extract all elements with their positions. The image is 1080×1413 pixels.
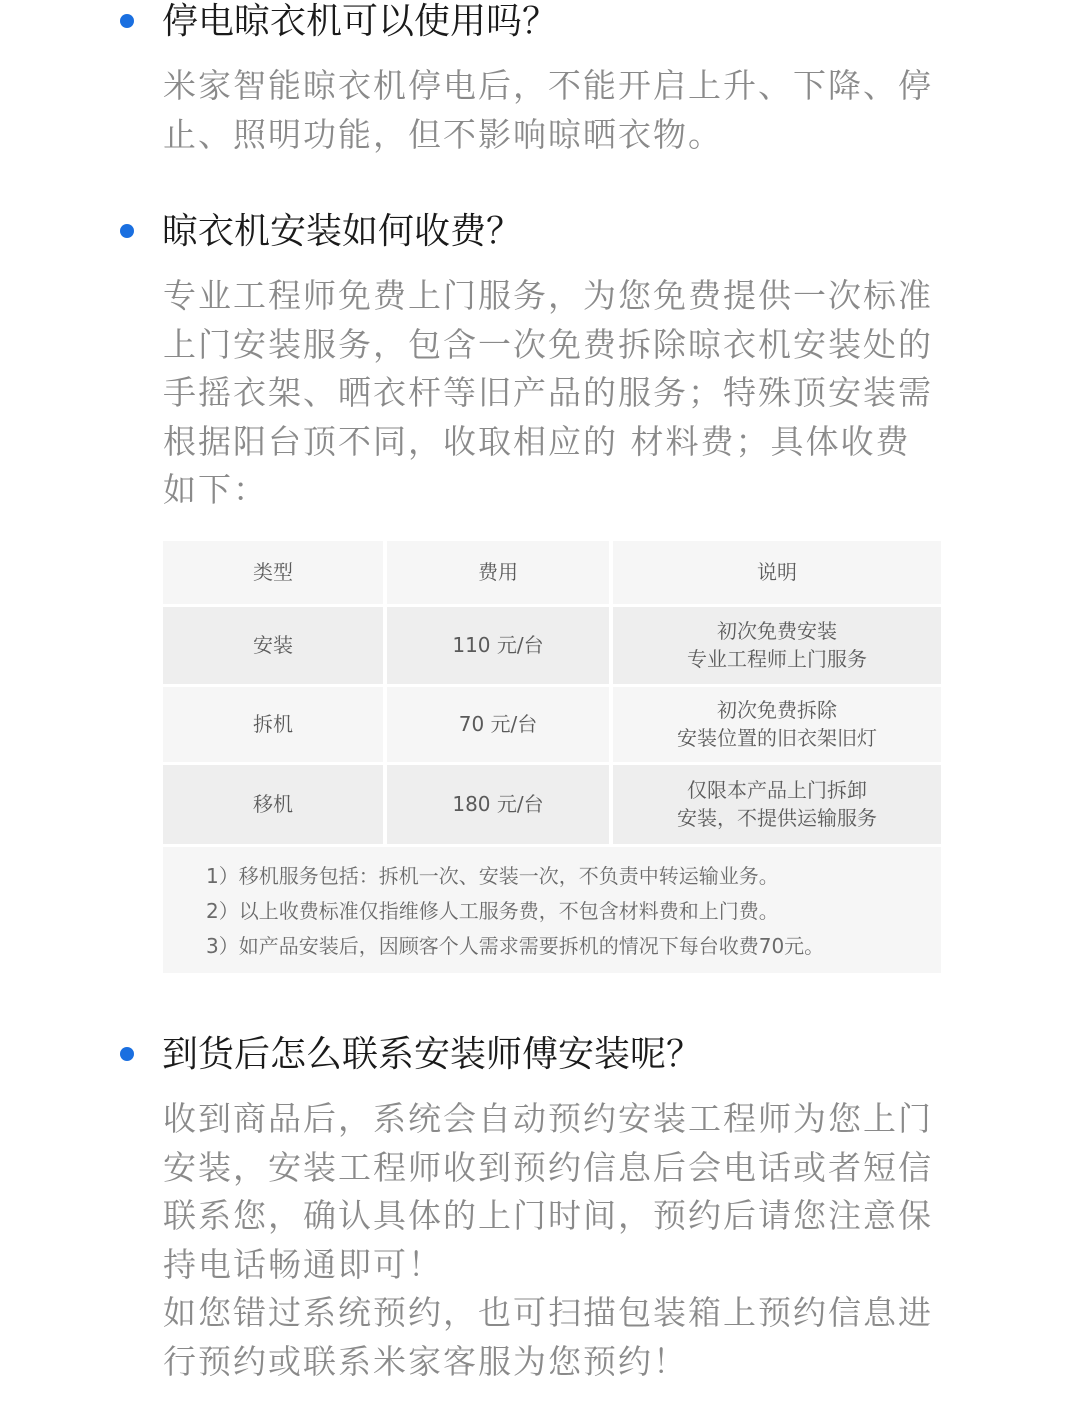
table-cell-type: 移机 bbox=[163, 763, 385, 845]
bullet-dot-icon bbox=[120, 14, 134, 28]
desc-line: 安装位置的旧衣架旧灯 bbox=[677, 726, 877, 750]
table-cell-fee: 110 元/台 bbox=[385, 605, 611, 685]
faq-answer-paragraph: 米家智能晾衣机停电后，不能开启上升、下降、停止、照明功能，但不影响晾晒衣物。 bbox=[163, 66, 933, 154]
faq-question-title: 停电晾衣机可以使用吗？ bbox=[162, 1, 559, 42]
table-cell-type: 拆机 bbox=[163, 685, 385, 763]
table-header-row bbox=[163, 541, 941, 605]
bullet-dot-icon bbox=[120, 1047, 134, 1061]
faq-question-title: 到货后怎么联系安装师傅安装呢？ bbox=[162, 1034, 703, 1075]
fee-note: 3）如产品安装后，因顾客个人需求需要拆机的情况下每台收费70元。 bbox=[206, 934, 825, 958]
desc-line: 安装，不提供运输服务 bbox=[677, 806, 877, 830]
table-cell-desc bbox=[611, 685, 941, 763]
desc-line: 初次免费安装 bbox=[717, 619, 837, 643]
faq-answer-paragraph: 如您错过系统预约，也可扫描包装箱上预约信息进行预约或联系米家客服为您预约！ bbox=[163, 1293, 933, 1381]
fee-table-container bbox=[163, 541, 941, 973]
table-cell-desc bbox=[611, 605, 941, 685]
table-cell-type: 安装 bbox=[163, 605, 385, 685]
fee-note: 2）以上收费标准仅指维修人工服务费，不包含材料费和上门费。 bbox=[206, 899, 779, 923]
faq-answer bbox=[163, 272, 943, 515]
table-row bbox=[163, 685, 941, 763]
table-row bbox=[163, 763, 941, 845]
table-header-cell: 类型 bbox=[163, 541, 385, 605]
table-cell-fee: 70 元/台 bbox=[385, 685, 611, 763]
desc-line: 初次免费拆除 bbox=[717, 698, 837, 722]
bullet-dot-icon bbox=[120, 224, 134, 238]
table-header-cell: 说明 bbox=[757, 560, 797, 585]
faq-answer-paragraph: 专业工程师免费上门服务，为您免费提供一次标准上门安装服务，包含一次免费拆除晾衣机安装处的手摇衣架、晒衣杆等旧产品的服务；特殊顶安装需根据阳台顶不同，收取相应的 材料费；具体收费如下： bbox=[163, 276, 933, 509]
desc-line: 仅限本产品上门拆卸 bbox=[687, 778, 867, 802]
fee-table bbox=[163, 541, 941, 847]
faq-question-title: 晾衣机安装如何收费？ bbox=[162, 211, 523, 252]
desc-line: 专业工程师上门服务 bbox=[687, 647, 867, 671]
table-cell-fee: 180 元/台 bbox=[385, 763, 611, 845]
faq-answer bbox=[163, 1095, 943, 1386]
faq-answer-paragraph: 收到商品后，系统会自动预约安装工程师为您上门安装，安装工程师收到预约信息后会电话或者短信联系您，确认具体的上门时间，预约后请您注意保持电话畅通即可！ bbox=[163, 1099, 933, 1284]
table-row bbox=[163, 605, 941, 685]
table-header-cell: 费用 bbox=[385, 541, 611, 605]
table-cell-desc bbox=[611, 763, 941, 845]
faq-answer bbox=[163, 62, 943, 159]
fee-note: 1）移机服务包括：拆机一次、安装一次，不负责中转运输业务。 bbox=[206, 864, 779, 888]
fee-notes bbox=[206, 859, 936, 964]
